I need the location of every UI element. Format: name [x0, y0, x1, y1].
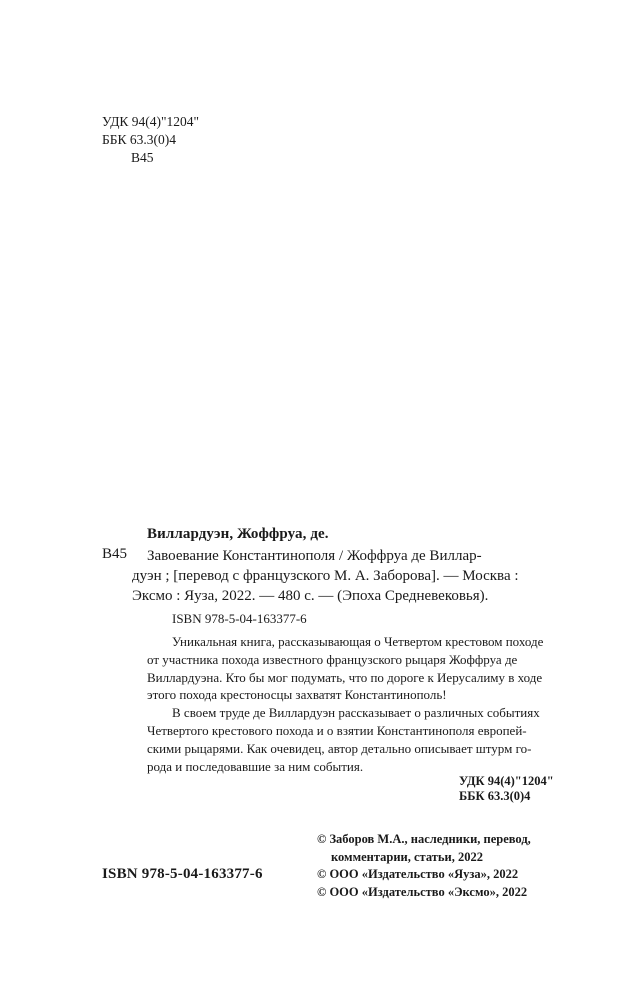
- annotation-line: скими рыцарями. Как очевидец, автор детально описывает штурм го-: [147, 740, 532, 756]
- copyright-line: © ООО «Издательство «Яуза», 2022: [317, 867, 519, 881]
- copyright-block: [317, 831, 531, 901]
- biblio-line: дуэн ; [перевод с французского М. А. Заборова]. — Москва :: [132, 568, 519, 584]
- author-mark: В45: [131, 150, 154, 165]
- author-heading: Виллардуэн, Жоффруа, де.: [147, 526, 329, 542]
- copyright-line: комментарии, статьи, 2022: [331, 849, 483, 864]
- annotation-line: Уникальная книга, рассказывающая о Четвертом крестовом походе: [172, 634, 544, 649]
- annotation-line: этого похода крестоносцы захватят Константинополь!: [147, 687, 447, 703]
- isbn-main: ISBN 978-5-04-163377-6: [102, 866, 263, 882]
- bibliographic-description: [132, 546, 557, 606]
- top-classification-codes: [102, 113, 199, 167]
- bbk-code-bottom: ББК 63.3(0)4: [459, 789, 531, 803]
- biblio-line: Эксмо : Яуза, 2022. — 480 с. — (Эпоха Средневековья).: [132, 588, 489, 604]
- biblio-line: Завоевание Константинополя / Жоффруа де Виллар-: [147, 548, 482, 564]
- annotation-line: Виллардуэна. Кто бы мог подумать, что по дороге к Иерусалиму в ходе: [147, 669, 543, 685]
- copyright-line: © ООО «Издательство «Эксмо», 2022: [317, 884, 528, 899]
- isbn-entry: ISBN 978-5-04-163377-6: [172, 611, 307, 626]
- udk-code-bottom: УДК 94(4)"1204": [459, 774, 554, 788]
- copyright-line: © Заборов М.А., наследники, перевод,: [317, 832, 531, 846]
- annotation: [147, 633, 557, 775]
- annotation-line: В своем труде де Виллардуэн рассказывает о различных событиях: [172, 705, 540, 721]
- udk-code: УДК 94(4)"1204": [102, 114, 200, 129]
- annotation-line: от участника похода известного французского рыцаря Жоффруа де: [147, 651, 518, 667]
- author-mark-left: В45: [102, 546, 128, 562]
- bbk-code: ББК 63.3(0)4: [102, 132, 176, 147]
- annotation-line: рода и последовавшие за ним события.: [147, 758, 364, 774]
- annotation-line: Четвертого крестового похода и о взятии Константинополя европей-: [147, 722, 527, 738]
- bottom-classification-codes: [459, 774, 554, 804]
